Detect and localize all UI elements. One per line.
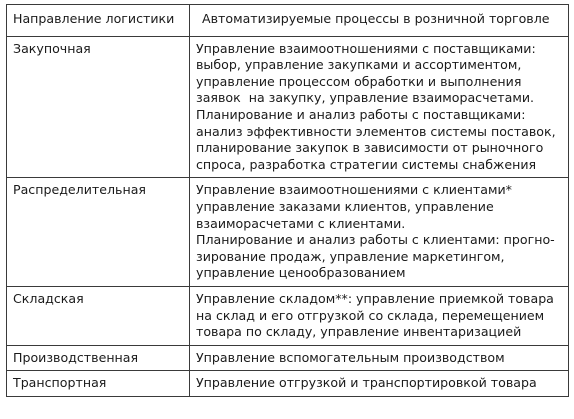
logistics-processes-table (6, 4, 569, 397)
table-row (7, 371, 569, 397)
header-direction: Направление логистики (7, 5, 190, 37)
process-line: взаиморасчетами с клиентами. (196, 215, 406, 231)
process-line: анализ эффективности элементов системы поставок, (196, 123, 556, 139)
process-line: Управление вспомогательным производством (196, 349, 505, 365)
process-line: Управление отгрузкой и транспортировкой товара (196, 375, 537, 391)
process-line: на склад и его отгрузкой со склада, перемещением (196, 307, 545, 323)
processes-cell (190, 286, 569, 345)
process-line: управление заказами клиентов, управление (196, 198, 494, 214)
direction-cell: Распределительная (7, 178, 190, 287)
process-line: Планирование и анализ работы с клиентами: прогно- (196, 232, 555, 248)
process-line: зирование продаж, управление маркетингом, (196, 248, 505, 264)
process-line: Планирование и анализ работы с поставщиками: (196, 106, 526, 122)
direction-cell: Транспортная (7, 371, 190, 397)
process-line: планирование закупок в зависимости от рыночного (196, 140, 544, 156)
table-row (7, 36, 569, 178)
process-line: товара по складу, управление инвентаризацией (196, 324, 522, 340)
direction-cell: Складская (7, 286, 190, 345)
table-row (7, 286, 569, 345)
process-line: спроса, разработка стратегии системы снабжения (196, 156, 537, 172)
process-line: заявок на закупку, управление взаиморасчетами. (196, 90, 535, 106)
process-line: Управление взаимоотношениями с клиентами* (196, 182, 512, 198)
process-line: управление ценообразованием (196, 265, 406, 281)
table-row (7, 178, 569, 287)
direction-cell: Закупочная (7, 36, 190, 178)
header-processes: Автоматизируемые процессы в розничной торговле (190, 5, 569, 37)
processes-cell (190, 36, 569, 178)
processes-cell (190, 345, 569, 371)
processes-cell (190, 178, 569, 287)
processes-cell (190, 371, 569, 397)
process-line: управление процессом обработки и выполнения (196, 73, 522, 89)
table-row (7, 345, 569, 371)
process-line: Управление складом**: управление приемкой товара (196, 290, 554, 306)
process-line: выбор, управление закупками и ассортиментом, (196, 57, 522, 73)
process-line: Управление взаимоотношениями с поставщиками: (196, 40, 536, 56)
table-header-row (7, 5, 569, 37)
direction-cell: Производственная (7, 345, 190, 371)
